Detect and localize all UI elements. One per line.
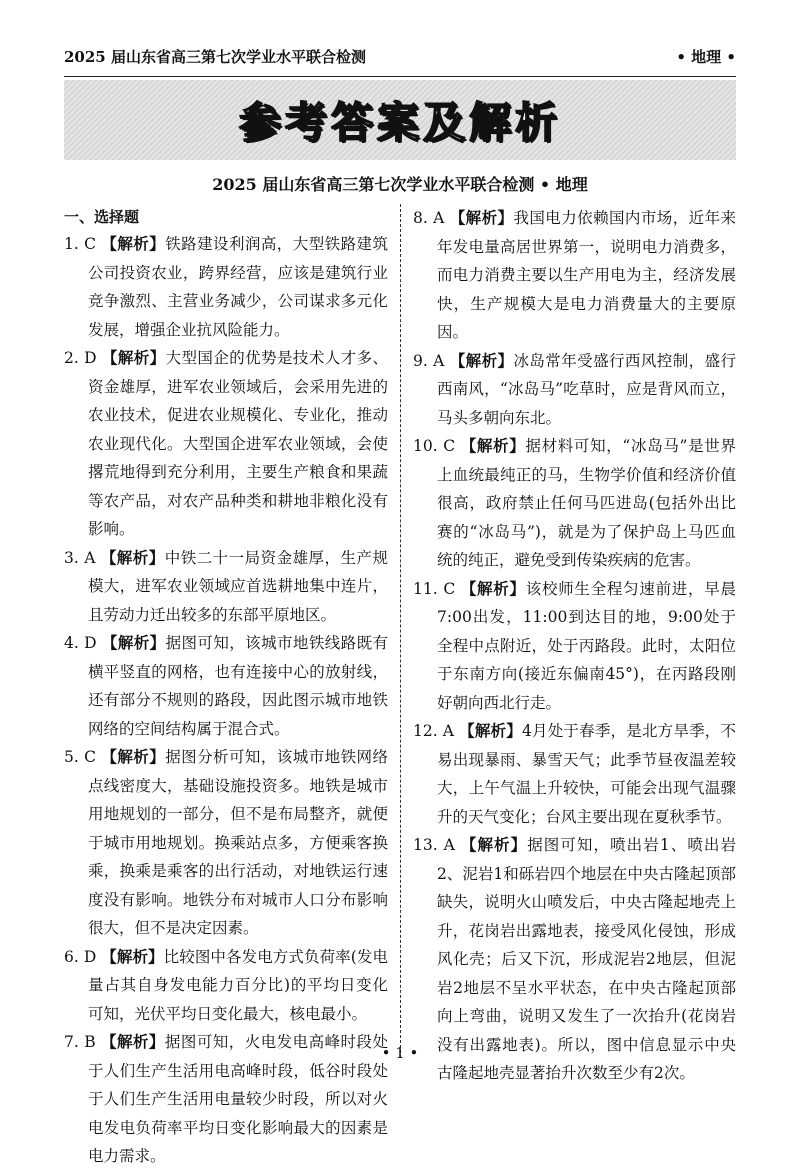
answer-letter: A <box>84 548 101 567</box>
answer-item <box>64 629 388 743</box>
analysis-text: 据图分析可知，该城市地铁网络点线密度大，基础设施投资多。地铁是城市用地规划的一部分，但不是布局整齐，就便于城市用地规划。换乘站点多，方便乘客换乘，换乘是乘客的出行活动，对地铁运行速度没有影响。地铁分布对城市人口分布影响很大，但不是决定因素。 <box>88 748 388 937</box>
question-number: 7. <box>64 1033 85 1051</box>
analysis-tag: 【解析】 <box>460 836 528 854</box>
question-number: 8. <box>413 209 434 227</box>
answer-letter: C <box>84 235 102 253</box>
answer-letter: D <box>83 947 102 966</box>
analysis-text: 4月处于春季，是北方旱季，不易出现暴雨、暴雪天气；此季节昼夜温差较大，上午气温上升较快，可能会出现气温骤升的天气变化；台风主要出现在夏秋季节。 <box>437 722 736 826</box>
answer-letter: C <box>443 579 461 598</box>
answer-letter: D <box>84 634 102 652</box>
question-number: 6. <box>64 947 84 966</box>
question-number: 10. <box>413 437 444 455</box>
analysis-tag: 【解析】 <box>101 235 166 253</box>
page-header <box>64 36 736 77</box>
answer-letter: C <box>443 437 461 455</box>
right-answer-list <box>413 204 736 1088</box>
analysis-text: 该校师生全程匀速前进，早晨7:00出发，11:00到达目的地，9:00处于全程中点附近，处于丙路段。此时，太阳位于东南方向(接近东偏南45°)，在丙路段刚好朝向西北行走。 <box>437 579 736 712</box>
question-number: 3. <box>64 548 85 567</box>
answer-letter: A <box>433 209 450 227</box>
analysis-text: 大型国企的优势是技术人才多、资金雄厚，进军农业领域后，会采用先进的农业技术，促进农业规模化、专业化，推动农业现代化。大型国企进军农业领域，会使撂荒地得到充分利用，主要生产粮食和果蔬等农产品，对农产品种类和耕地非粮化没有影响。 <box>88 349 388 538</box>
answer-letter: C <box>84 748 102 766</box>
answer-item <box>413 204 736 347</box>
analysis-tag: 【解析】 <box>459 722 522 740</box>
question-number: 11. <box>413 579 444 598</box>
question-number: 5. <box>64 748 85 766</box>
analysis-tag: 【解析】 <box>101 634 166 652</box>
question-number: 12. <box>413 722 443 740</box>
question-number: 13. <box>413 836 444 854</box>
analysis-tag: 【解析】 <box>449 351 514 370</box>
answer-item <box>64 544 388 630</box>
analysis-text: 据图可知，火电发电高峰时段处于人们生产生活用电高峰时段，低谷时段处于人们生产生活用电量较少时段，所以对火电发电负荷率平均日变化影响最大的因素是电力需求。 <box>88 1033 388 1165</box>
subject-tag: • 地理 • <box>676 47 736 66</box>
analysis-tag: 【解析】 <box>101 748 166 766</box>
answer-item <box>64 344 388 544</box>
analysis-tag: 【解析】 <box>101 349 166 367</box>
analysis-text: 冰岛常年受盛行西风控制，盛行西南风，“冰岛马”吃草时，应是背风而立，马头多朝向东北。 <box>437 351 736 427</box>
analysis-text: 中铁二十一局资金雄厚，生产规模大，进军农业领域应首选耕地集中连片，且劳动力迁出较多的东部平原地区。 <box>88 548 388 624</box>
answer-letter: B <box>84 1033 101 1051</box>
question-number: 9. <box>413 351 434 370</box>
answer-item <box>413 717 736 831</box>
answer-letter: A <box>443 836 461 854</box>
analysis-tag: 【解析】 <box>460 579 526 598</box>
exam-title: 2025 届山东省高三第七次学业水平联合检测 <box>64 47 366 66</box>
analysis-text: 据图可知，喷出岩1、喷出岩2、泥岩1和砾岩四个地层在中央古隆起顶部缺失，说明火山喷发后，中央古隆起地壳上升，花岗岩出露地表，接受风化侵蚀，形成风化壳；后又下沉，形成泥岩2地层，但泥岩2地层不呈水平状态，在中央古隆起顶部向上弯曲，说明又发生了一次抬升(花岗岩没有出露地表)。所以，图中信息显示中央古隆起地壳显著抬升次数至少有2次。 <box>437 836 736 1082</box>
analysis-tag: 【解析】 <box>100 1033 165 1051</box>
answer-item <box>413 575 736 718</box>
answer-columns <box>64 204 736 1165</box>
section-title: 一、选择题 <box>64 208 140 226</box>
analysis-text: 我国电力依赖国内市场，近年来年发电量高居世界第一，说明电力消费多，而电力消费主要以生产用电为主，经济发展快，生产规模大是电力消费量大的主要原因。 <box>437 209 736 341</box>
analysis-text: 据图可知，该城市地铁线路既有横平竖直的网格，也有连接中心的放射线，还有部分不规则的路段，因此图示城市地铁网络的空间结构属于混合式。 <box>88 634 388 738</box>
analysis-text: 铁路建设利润高，大型铁路建筑公司投资农业，跨界经营，应该是建筑行业竞争激烈、主营业务减少，公司谋求多元化发展，增强企业抗风险能力。 <box>88 235 388 339</box>
answer-item <box>64 743 388 943</box>
page-number: • 1 • <box>381 1044 419 1062</box>
answer-item <box>64 943 388 1029</box>
document-subtitle: 2025 届山东省高三第七次学业水平联合检测 • 地理 <box>212 175 588 194</box>
analysis-text: 比较图中各发电方式负荷率(发电量占其自身发电能力百分比)的平均日变化可知，光伏平均日变化最大，核电最小。 <box>88 947 388 1023</box>
answer-item <box>413 347 736 433</box>
question-number: 2. <box>64 349 85 367</box>
right-column <box>400 204 736 1082</box>
analysis-text: 据材料可知，“冰岛马”是世界上血统最纯正的马，生物学价值和经济价值很高，政府禁止任何马匹进岛(包括外出比赛的“冰岛马”)，就是为了保护岛上马匹血统的纯正，避免受到传染疾病的危害。 <box>437 437 736 569</box>
left-answer-list <box>64 230 388 1171</box>
answer-item <box>413 432 736 575</box>
question-number: 1. <box>64 235 85 253</box>
answer-item <box>64 230 388 344</box>
analysis-tag: 【解析】 <box>100 548 165 567</box>
answer-letter: A <box>433 351 450 370</box>
question-number: 4. <box>64 634 85 652</box>
analysis-tag: 【解析】 <box>449 209 514 227</box>
answer-letter: A <box>442 722 460 740</box>
title-banner <box>64 80 736 160</box>
banner-title: 参考答案及解析 <box>238 98 561 147</box>
answer-letter: D <box>84 349 102 367</box>
analysis-tag: 【解析】 <box>460 437 526 455</box>
left-column <box>64 204 400 1165</box>
analysis-tag: 【解析】 <box>101 947 164 966</box>
